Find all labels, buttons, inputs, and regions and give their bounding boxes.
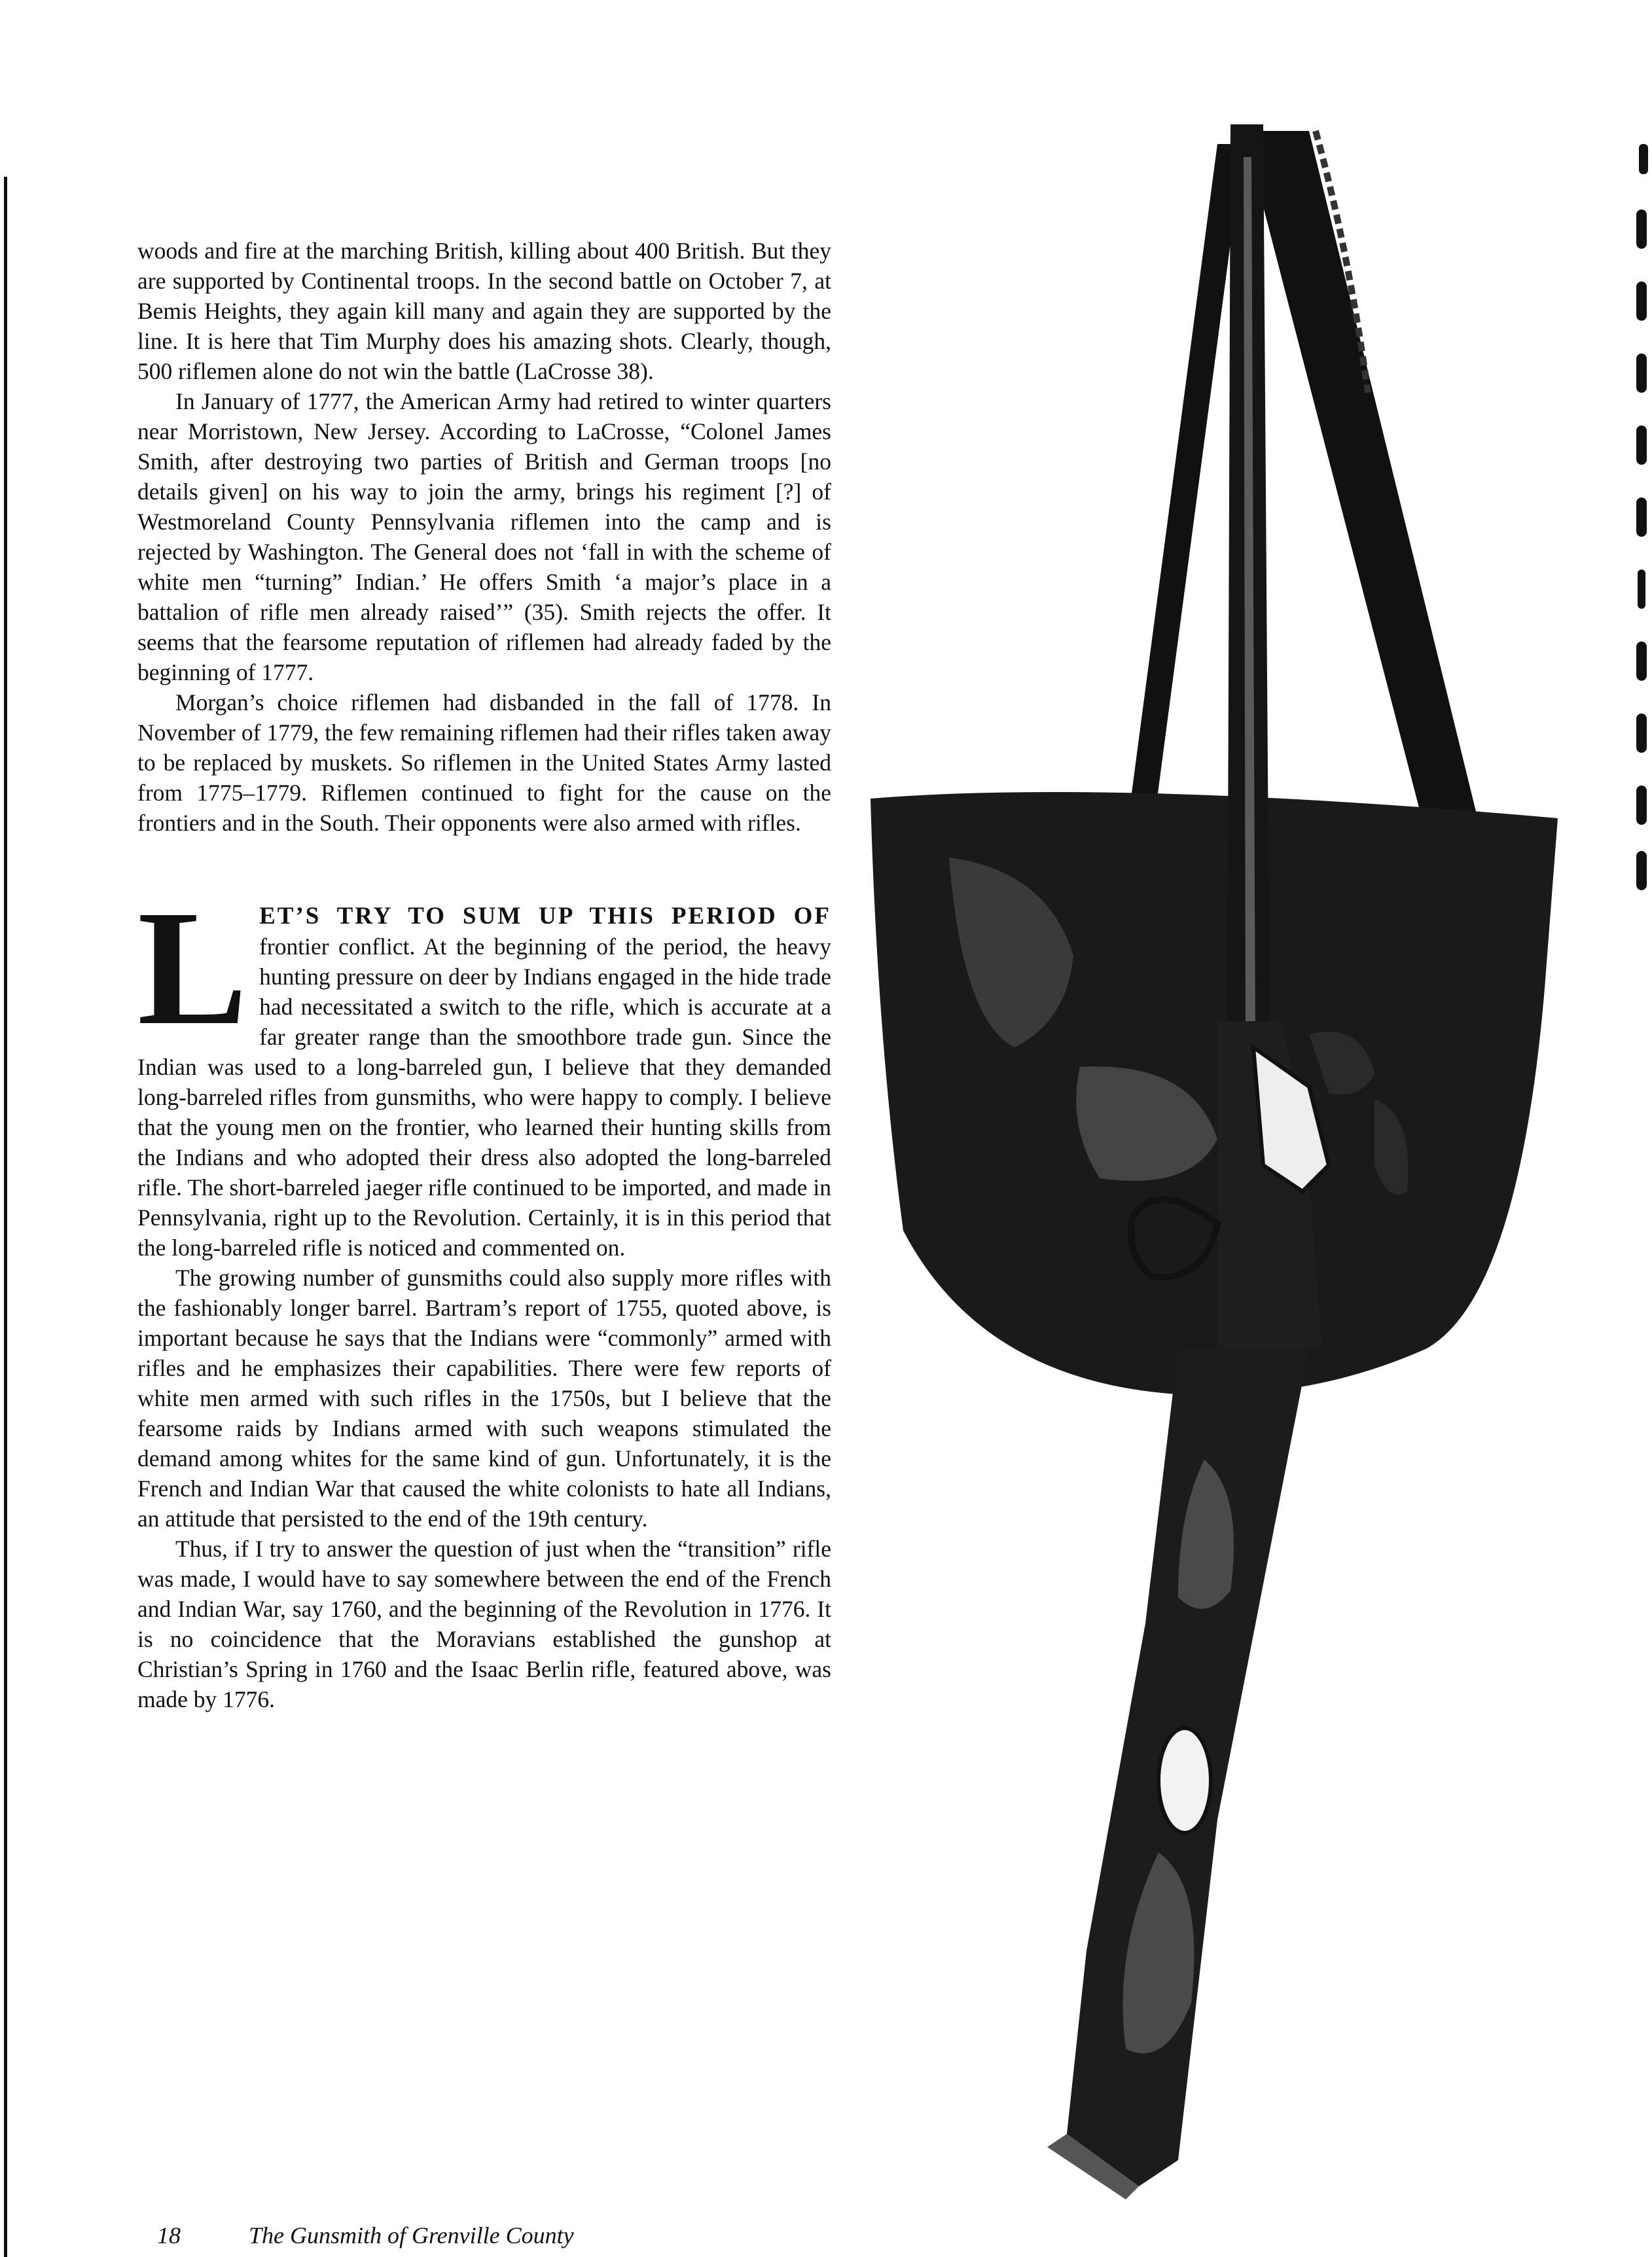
drop-cap: L [137,876,248,1059]
pouch-strap-left [1126,144,1244,838]
section-lead-in: ET’S TRY TO SUM UP THIS PERIOD OF [259,903,831,930]
summary-section [137,876,831,1714]
paragraph-4 [137,876,831,1263]
paragraph-5: The growing number of gunsmiths could also supply more rifles with the fashionably longer barrel. Bartram’s report of 1755, quoted above, is important because he says that the Indians were “commonly” armed with rifles and he emphasizes their capabilities. There were few reports of white men armed with such rifles in the 1750s, but I believe that the fearsome raids by Indians armed with such weapons stimulated the demand among whites for the same kind of gun. Unfortunately, it is the French and Indian War that caused the white colonists to hate all Indians, an attitude that persisted to the end of the 19th century. [137,1265,831,1532]
page-number: 18 [157,2222,181,2248]
paragraph-1: woods and fire at the marching British, killing about 400 British. But they are supported by Continental troops. In the second battle on October 7, at Bemis Heights, they again kill many and again they are supported by the line. It is here that Tim Murphy does his amazing shots. Clearly, though, 500 riflemen alone do not win the battle (LaCrosse 38). [137,238,831,384]
paragraph-6: Thus, if I try to answer the question of just when the “transition” rifle was made, I would have to say somewhere between the end of the French and Indian War, say 1760, and the beginning of the Revolution in 1776. It is no coincidence that the Moravians established the gunshop at Christian’s Spring in 1760 and the Isaac Berlin rifle, featured above, was made by 1776. [137,1536,831,1712]
paragraph-4-text: frontier conflict. At the beginning of the period, the heavy hunting pressure on deer by Indians engaged in the hide trade had necessitated a switch to the rifle, which is accurate at a far greater range than the smoothbore trade gun. Since the Indian was used to a long-barreled gun, I believe that they demanded long-barreled rifles from gunsmiths, who were happy to comply. I believe that the young men on the frontier, who learned their hunting skills from the Indians and who adopted their dress also adopted the long-barreled rifle. The short-barreled jaeger rifle continued to be imported, and made in Pennsylvania, right up to the Revolution. Certainly, it is in this period that the long-barreled rifle is noticed and commented on. [137,933,831,1261]
rifle-and-pouch-illustration [851,118,1623,2199]
page-footer [157,2222,574,2249]
pouch-strap [1244,131,1479,838]
cheek-piece-inlay [1158,1728,1211,1833]
running-title: The Gunsmith of Grenville County [249,2222,574,2248]
adjacent-page-edge [1630,131,1652,916]
page-margin-rule [4,177,7,2257]
paragraph-2: In January of 1777, the American Army had retired to winter quarters near Morristown, New Jersey. According to LaCrosse, “Colonel James Smith, after destroying two parties of British and German troops [no details given] on his way to join the army, brings his regiment [?] of Westmoreland County Pennsylvania riflemen into the camp and is rejected by Washington. The General does not ‘fall in with the scheme of white men “turning” Indian.’ He offers Smith ‘a major’s place in a battalion of rifle men already raised’” (35). Smith rejects the offer. It seems that the fearsome reputation of riflemen had already faded by the beginning of 1777. [137,388,831,685]
body-text-column [137,236,831,1714]
paragraph-3: Morgan’s choice riflemen had disbanded in the fall of 1778. In November of 1779, the few remaining riflemen had their rifles taken away to be replaced by muskets. So riflemen in the United States Army lasted from 1775–1779. Riflemen continued to fight for the cause on the frontiers and in the South. Their opponents were also armed with rifles. [137,689,831,836]
